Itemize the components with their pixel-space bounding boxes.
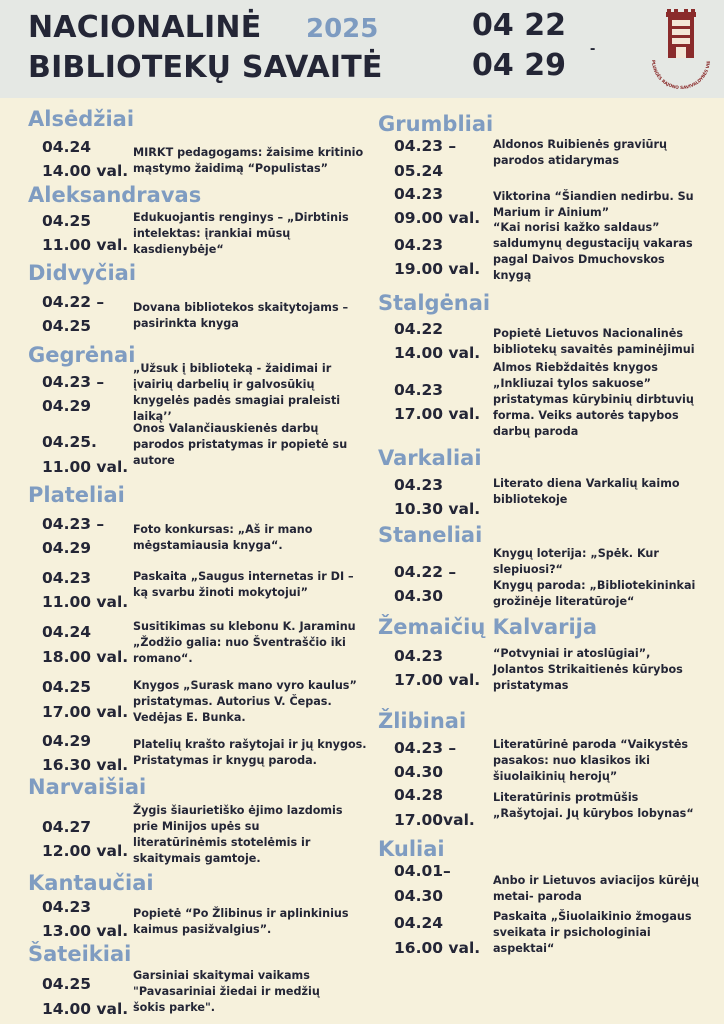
event-description: [133, 300, 348, 332]
year-label: 2025: [306, 14, 379, 44]
event-description: [493, 189, 694, 221]
event-description-line: romano“.: [133, 652, 193, 665]
date-start: 04 22: [472, 8, 566, 43]
event-description-line: intelektas: įrankiai mūsų: [133, 227, 291, 240]
event-description-line: Anbo ir Lietuvos aviacijos kūrėjų: [493, 874, 699, 887]
event-description-line: Marium ir Ainium”: [493, 206, 610, 219]
event-description-line: pristatymas: [493, 679, 569, 692]
event-time: 11.00 val.: [42, 458, 129, 476]
event-description-line: „Inkliuzai tylos sakuose”: [493, 377, 651, 390]
section-heading-stalgenai: Stalgėnai: [378, 291, 491, 315]
event-time: 11.00 val.: [42, 593, 129, 611]
event-time: 10.30 val.: [394, 500, 481, 518]
event-description-line: Paskaita „Saugus internetas ir DI –: [133, 570, 354, 583]
event-description-line: Dovana bibliotekos skaitytojams –: [133, 301, 349, 314]
event-description-line: Literatūrinis protmūšis: [493, 791, 639, 804]
event-date: 04.23: [394, 381, 444, 399]
event-time: 16.00 val.: [394, 939, 481, 957]
section-heading-aleksandravas: Aleksandravas: [28, 183, 202, 207]
event-description-line: grožinėje literatūroje“: [493, 595, 635, 608]
event-description-line: mąstymo žaidimą “Populistas”: [133, 162, 329, 175]
event-description: [133, 210, 349, 258]
event-description-line: šokis parke".: [133, 1001, 216, 1014]
event-time: 04.29: [42, 539, 92, 557]
event-time: 17.00 val.: [394, 405, 481, 423]
event-description-line: metai- paroda: [493, 890, 582, 903]
section-heading-narvaisiai: Narvaišiai: [28, 775, 147, 799]
event-date: 04.24: [42, 623, 92, 641]
event-date: 04.22 –: [42, 293, 105, 311]
event-description-line: Paskaita „Šiuolaikinio žmogaus: [493, 910, 692, 923]
event-time: 17.00 val.: [42, 703, 129, 721]
event-description-line: pristatymas kūrybinių dirbtuvių: [493, 393, 694, 406]
event-description-line: ką svarbu žinoti mokytojui”: [133, 586, 308, 599]
event-date: 04.23: [394, 476, 444, 494]
event-description: [133, 421, 347, 469]
event-description-line: literatūrinėmis stotelėmis ir: [133, 836, 311, 849]
event-date: 04.23: [42, 898, 92, 916]
event-description: [133, 678, 357, 726]
event-description-line: pristatymas. Autorius V. Čepas.: [133, 695, 332, 708]
event-description-line: knygą: [493, 269, 532, 282]
event-time: 17.00 val.: [394, 671, 481, 689]
event-time: 09.00 val.: [394, 209, 481, 227]
section-heading-kantauciai: Kantaučiai: [28, 871, 154, 895]
event-time: 13.00 val.: [42, 922, 129, 940]
event-description-line: bibliotekų savaitės paminėjimui: [493, 343, 695, 356]
event-description-line: Susitikimas su klebonu K. Jaraminu: [133, 620, 356, 633]
title-line-1: NACIONALINĖ: [28, 10, 262, 45]
event-date: 04.25: [42, 212, 92, 230]
event-description-line: pagal Daivos Dmuchovskos: [493, 253, 665, 266]
event-time: 04.30: [394, 763, 444, 781]
event-description-line: Edukuojantis renginys – „Dirbtinis: [133, 211, 349, 224]
event-time: 11.00 val.: [42, 236, 129, 254]
event-description-line: Popietė Lietuvos Nacionalinės: [493, 327, 684, 340]
section-heading-zemaiciu-kalvarija: Žemaičių Kalvarija: [378, 615, 598, 639]
event-description-line: mėgstamiausia knyga“.: [133, 539, 283, 552]
event-description-line: Literatūrinė paroda “Vaikystės: [493, 738, 689, 751]
date-dash: -: [590, 40, 596, 57]
event-time: 14.00 val.: [42, 162, 129, 180]
event-description-line: sveikata ir psichologiniai: [493, 926, 651, 939]
event-description: [493, 360, 694, 440]
event-description: [133, 361, 340, 425]
event-description: [493, 476, 680, 508]
event-description: [493, 646, 683, 694]
event-time: 18.00 val.: [42, 648, 129, 666]
event-description: [133, 803, 343, 867]
event-description-line: aspektai“: [493, 942, 555, 955]
event-date: 04.23: [394, 185, 444, 203]
event-description-line: kasdienybėje“: [133, 243, 224, 256]
event-description-line: Knygų loterija: „Spėk. Kur: [493, 547, 659, 560]
event-description-line: bibliotekoje: [493, 493, 568, 506]
event-description-line: Jolantos Strikaitienės kūrybos: [493, 663, 683, 676]
event-description: [493, 873, 699, 905]
event-description: [493, 909, 692, 957]
event-date: 04.01–: [394, 862, 451, 880]
event-description-line: laiką’’: [133, 410, 172, 423]
event-description: [133, 968, 320, 1016]
section-heading-zlibinai: Žlibinai: [378, 709, 467, 733]
event-description: [493, 326, 695, 358]
event-description-line: „Rašytojai. Jų kūrybos lobynas“: [493, 807, 694, 820]
event-description-line: pasirinkta knyga: [133, 317, 239, 330]
event-date: 04.22 –: [394, 563, 457, 581]
event-description-line: „Užsuk į biblioteką - žaidimai ir: [133, 362, 332, 375]
section-heading-gegrenai: Gegrėnai: [28, 343, 136, 367]
event-date: 04.28: [394, 786, 444, 804]
date-end: 04 29: [472, 48, 566, 83]
event-date: 04.25: [42, 678, 92, 696]
event-description-line: Vedėjas E. Bunka.: [133, 711, 246, 724]
event-description-line: Viktorina “Šiandien nedirbu. Su: [493, 190, 694, 203]
event-description-line: forma. Veiks autorės tapybos: [493, 409, 679, 422]
event-description: [133, 569, 354, 601]
event-description-line: MIRKT pedagogams: žaisime kritinio: [133, 146, 364, 159]
event-description-line: Knygos „Surask mano vyro kaulus”: [133, 679, 357, 692]
title-line-2: BIBLIOTEKŲ SAVAITĖ: [28, 50, 383, 85]
event-description-line: pasakos: nuo klasikos iki: [493, 754, 650, 767]
event-date: 04.23 –: [42, 373, 105, 391]
event-description-line: darbų paroda: [493, 425, 579, 438]
event-description: [493, 137, 667, 169]
event-date: 04.23 –: [394, 137, 457, 155]
event-description: [493, 220, 693, 284]
event-description-line: Foto konkursas: „Aš ir mano: [133, 523, 313, 536]
event-description: [493, 790, 694, 822]
event-description-line: Platelių krašto rašytojai ir jų knygos.: [133, 738, 367, 751]
event-description-line: prie Minijos upės su: [133, 820, 260, 833]
event-date: 04.27: [42, 818, 92, 836]
event-time: 04.30: [394, 887, 444, 905]
section-heading-grumbliai: Grumbliai: [378, 112, 494, 136]
event-description: [133, 737, 367, 769]
event-date: 04.24: [394, 914, 444, 932]
event-description-line: saldumynų degustacijų vakaras: [493, 237, 693, 250]
event-description: [133, 522, 312, 554]
event-time: 17.00val.: [394, 811, 475, 829]
event-description-line: “Potvyniai ir atoslūgiai”,: [493, 647, 651, 660]
library-crest-logo: [640, 8, 722, 92]
event-time: 12.00 val.: [42, 842, 129, 860]
event-description-line: Literato diena Varkalių kaimo: [493, 477, 680, 490]
event-description-line: Almos Riebždaitės knygos: [493, 361, 658, 374]
event-description-line: “Kai norisi kažko saldaus”: [493, 221, 660, 234]
event-date: 04.23: [42, 569, 92, 587]
event-description-line: „Žodžio galia: nuo Šventraščio iki: [133, 636, 346, 649]
event-description-line: knygelės padės smagiai praleisti: [133, 394, 341, 407]
section-heading-didvyciai: Didvyčiai: [28, 261, 137, 285]
section-heading-kuliai: Kuliai: [378, 837, 445, 861]
event-date: 04.25: [42, 975, 92, 993]
event-description-line: Knygų paroda: „Bibliotekininkai: [493, 579, 696, 592]
event-description: [133, 145, 363, 177]
event-description-line: "Pavasariniai žiedai ir medžių: [133, 985, 320, 998]
event-description: [133, 619, 356, 667]
event-time: 04.29: [42, 397, 92, 415]
event-description-line: Žygis šiaurietiško ėjimo lazdomis: [133, 804, 343, 817]
event-description-line: įvairių darbelių ir galvosūkių: [133, 378, 315, 391]
event-time: 14.00 val.: [394, 344, 481, 362]
section-heading-sateikiai: Šateikiai: [28, 942, 132, 966]
event-time: 14.00 val.: [42, 1000, 129, 1018]
event-description: [493, 546, 695, 610]
section-heading-staneliai: Staneliai: [378, 523, 483, 547]
header-banner: [0, 0, 724, 98]
section-heading-alsedziai: Alsėdžiai: [28, 107, 135, 131]
event-description: [493, 737, 688, 785]
section-heading-varkaliai: Varkaliai: [378, 446, 482, 470]
event-time: 05.24: [394, 162, 444, 180]
event-time: 19.00 val.: [394, 260, 481, 278]
event-time: 04.25: [42, 317, 92, 335]
event-date: 04.23: [394, 647, 444, 665]
event-date: 04.24: [42, 138, 92, 156]
event-description-line: kaimus pasižvalgius”.: [133, 923, 272, 936]
event-description-line: Pristatymas ir knygų paroda.: [133, 754, 317, 767]
event-description-line: parodos atidarymas: [493, 154, 619, 167]
event-description-line: slepiuosi?“: [493, 563, 563, 576]
event-date: 04.29: [42, 732, 92, 750]
event-time: 16.30 val.: [42, 756, 129, 774]
crest-lettering: PLUNGĖS RAJONO SAVIVALDYBĖS VIE: [649, 59, 713, 92]
event-date: 04.22: [394, 320, 444, 338]
event-description-line: Popietė “Po Žlibinus ir aplinkinius: [133, 907, 349, 920]
event-description-line: Garsiniai skaitymai vaikams: [133, 969, 310, 982]
event-date: 04.25.: [42, 433, 97, 451]
event-date: 04.23: [394, 236, 444, 254]
section-heading-plateliai: Plateliai: [28, 483, 125, 507]
event-date: 04.23 –: [394, 739, 457, 757]
event-description-line: Onos Valančiauskienės darbų: [133, 422, 319, 435]
event-description-line: skaitymais gamtoje.: [133, 852, 261, 865]
event-description-line: parodos pristatymas ir popietė su: [133, 438, 348, 451]
event-description-line: šiuolaikinių herojų”: [493, 770, 618, 783]
event-date: 04.23 –: [42, 515, 105, 533]
event-description: [133, 906, 349, 938]
event-description-line: autore: [133, 454, 175, 467]
event-description-line: Aldonos Ruibienės graviūrų: [493, 138, 667, 151]
event-time: 04.30: [394, 587, 444, 605]
